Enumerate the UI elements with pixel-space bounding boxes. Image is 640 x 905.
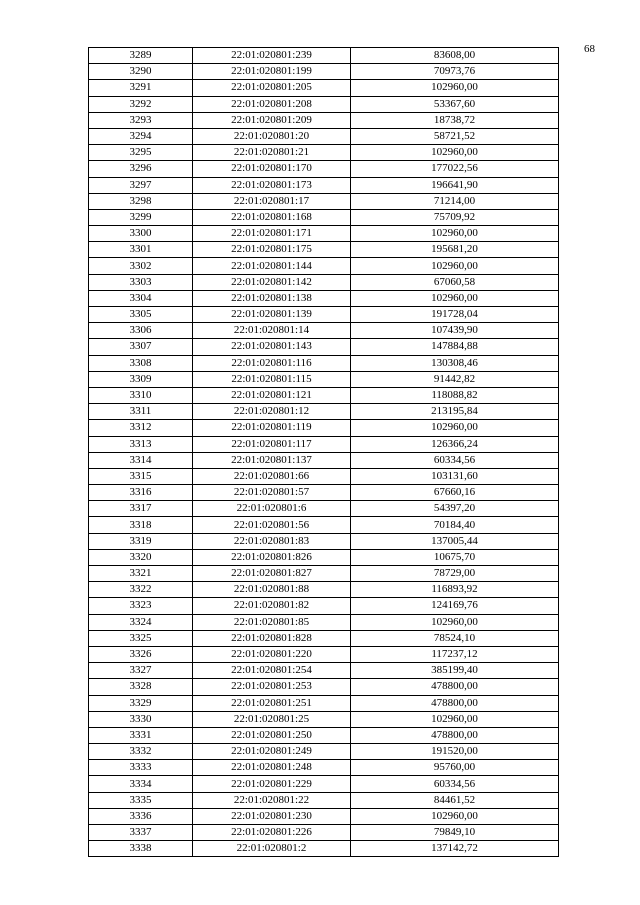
cadastral-number-cell: 22:01:020801:168 (193, 209, 351, 225)
row-number-cell: 3292 (89, 96, 193, 112)
table-row (89, 339, 559, 355)
table-row (89, 371, 559, 387)
table-row (89, 96, 559, 112)
table-row (89, 128, 559, 144)
row-number-cell: 3337 (89, 825, 193, 841)
cadastral-number-cell: 22:01:020801:115 (193, 371, 351, 387)
value-cell: 102960,00 (351, 226, 559, 242)
table-row (89, 112, 559, 128)
value-cell: 70973,76 (351, 64, 559, 80)
cadastral-number-cell: 22:01:020801:239 (193, 48, 351, 64)
row-number-cell: 3290 (89, 64, 193, 80)
row-number-cell: 3300 (89, 226, 193, 242)
row-number-cell: 3328 (89, 679, 193, 695)
cadastral-number-cell: 22:01:020801:21 (193, 145, 351, 161)
row-number-cell: 3322 (89, 582, 193, 598)
cadastral-number-cell: 22:01:020801:175 (193, 242, 351, 258)
row-number-cell: 3289 (89, 48, 193, 64)
row-number-cell: 3308 (89, 355, 193, 371)
value-cell: 102960,00 (351, 808, 559, 824)
cadastral-number-cell: 22:01:020801:20 (193, 128, 351, 144)
row-number-cell: 3306 (89, 323, 193, 339)
table-row (89, 566, 559, 582)
cadastral-number-cell: 22:01:020801:143 (193, 339, 351, 355)
cadastral-number-cell: 22:01:020801:170 (193, 161, 351, 177)
cadastral-number-cell: 22:01:020801:253 (193, 679, 351, 695)
cadastral-number-cell: 22:01:020801:250 (193, 727, 351, 743)
cadastral-number-cell: 22:01:020801:173 (193, 177, 351, 193)
cadastral-number-cell: 22:01:020801:254 (193, 663, 351, 679)
table-row (89, 145, 559, 161)
table-row (89, 48, 559, 64)
value-cell: 71214,00 (351, 193, 559, 209)
value-cell: 126366,24 (351, 436, 559, 452)
table-row (89, 549, 559, 565)
table-row (89, 630, 559, 646)
table-row (89, 727, 559, 743)
table-row (89, 517, 559, 533)
value-cell: 102960,00 (351, 290, 559, 306)
value-cell: 191520,00 (351, 744, 559, 760)
cadastral-number-cell: 22:01:020801:137 (193, 452, 351, 468)
cadastral-number-cell: 22:01:020801:226 (193, 825, 351, 841)
value-cell: 147884,88 (351, 339, 559, 355)
table-body (89, 48, 559, 857)
row-number-cell: 3295 (89, 145, 193, 161)
row-number-cell: 3309 (89, 371, 193, 387)
table-row (89, 193, 559, 209)
value-cell: 78729,00 (351, 566, 559, 582)
table-row (89, 485, 559, 501)
value-cell: 54397,20 (351, 501, 559, 517)
table-row (89, 841, 559, 857)
value-cell: 60334,56 (351, 776, 559, 792)
cadastral-number-cell: 22:01:020801:17 (193, 193, 351, 209)
cadastral-number-cell: 22:01:020801:230 (193, 808, 351, 824)
value-cell: 195681,20 (351, 242, 559, 258)
row-number-cell: 3331 (89, 727, 193, 743)
cadastral-number-cell: 22:01:020801:56 (193, 517, 351, 533)
row-number-cell: 3327 (89, 663, 193, 679)
value-cell: 130308,46 (351, 355, 559, 371)
value-cell: 385199,40 (351, 663, 559, 679)
cadastral-number-cell: 22:01:020801:208 (193, 96, 351, 112)
table-row (89, 436, 559, 452)
row-number-cell: 3317 (89, 501, 193, 517)
cadastral-number-cell: 22:01:020801:66 (193, 468, 351, 484)
value-cell: 83608,00 (351, 48, 559, 64)
cadastral-number-cell: 22:01:020801:57 (193, 485, 351, 501)
row-number-cell: 3294 (89, 128, 193, 144)
cadastral-number-cell: 22:01:020801:826 (193, 549, 351, 565)
table-row (89, 679, 559, 695)
value-cell: 18738,72 (351, 112, 559, 128)
value-cell: 478800,00 (351, 727, 559, 743)
row-number-cell: 3323 (89, 598, 193, 614)
row-number-cell: 3320 (89, 549, 193, 565)
table-row (89, 404, 559, 420)
value-cell: 116893,92 (351, 582, 559, 598)
row-number-cell: 3297 (89, 177, 193, 193)
row-number-cell: 3298 (89, 193, 193, 209)
cadastral-number-cell: 22:01:020801:142 (193, 274, 351, 290)
value-cell: 10675,70 (351, 549, 559, 565)
cadastral-number-cell: 22:01:020801:138 (193, 290, 351, 306)
value-cell: 478800,00 (351, 679, 559, 695)
cadastral-number-cell: 22:01:020801:22 (193, 792, 351, 808)
table-row (89, 582, 559, 598)
row-number-cell: 3326 (89, 646, 193, 662)
cadastral-number-cell: 22:01:020801:220 (193, 646, 351, 662)
row-number-cell: 3318 (89, 517, 193, 533)
cadastral-number-cell: 22:01:020801:144 (193, 258, 351, 274)
table-row (89, 646, 559, 662)
value-cell: 103131,60 (351, 468, 559, 484)
cadastral-number-cell: 22:01:020801:171 (193, 226, 351, 242)
page-number: 68 (584, 43, 595, 55)
cadastral-number-cell: 22:01:020801:251 (193, 695, 351, 711)
table-row (89, 663, 559, 679)
cadastral-number-cell: 22:01:020801:25 (193, 711, 351, 727)
cadastral-number-cell: 22:01:020801:119 (193, 420, 351, 436)
table-row (89, 209, 559, 225)
value-cell: 102960,00 (351, 420, 559, 436)
cadastral-number-cell: 22:01:020801:199 (193, 64, 351, 80)
cadastral-number-cell: 22:01:020801:248 (193, 760, 351, 776)
cadastral-number-cell: 22:01:020801:205 (193, 80, 351, 96)
row-number-cell: 3303 (89, 274, 193, 290)
value-cell: 107439,90 (351, 323, 559, 339)
cadastral-number-cell: 22:01:020801:827 (193, 566, 351, 582)
row-number-cell: 3324 (89, 614, 193, 630)
value-cell: 177022,56 (351, 161, 559, 177)
value-cell: 137142,72 (351, 841, 559, 857)
table-row (89, 258, 559, 274)
table-row (89, 760, 559, 776)
value-cell: 102960,00 (351, 614, 559, 630)
cadastral-number-cell: 22:01:020801:117 (193, 436, 351, 452)
cadastral-number-cell: 22:01:020801:209 (193, 112, 351, 128)
value-cell: 95760,00 (351, 760, 559, 776)
row-number-cell: 3332 (89, 744, 193, 760)
cadastral-number-cell: 22:01:020801:83 (193, 533, 351, 549)
value-cell: 70184,40 (351, 517, 559, 533)
row-number-cell: 3293 (89, 112, 193, 128)
cadastral-number-cell: 22:01:020801:828 (193, 630, 351, 646)
row-number-cell: 3333 (89, 760, 193, 776)
table-row (89, 452, 559, 468)
cadastral-number-cell: 22:01:020801:85 (193, 614, 351, 630)
table-row (89, 598, 559, 614)
data-table (88, 47, 559, 857)
table-row (89, 64, 559, 80)
table-row (89, 744, 559, 760)
row-number-cell: 3307 (89, 339, 193, 355)
row-number-cell: 3314 (89, 452, 193, 468)
cadastral-number-cell: 22:01:020801:12 (193, 404, 351, 420)
table-row (89, 808, 559, 824)
value-cell: 84461,52 (351, 792, 559, 808)
table-row (89, 323, 559, 339)
table-row (89, 387, 559, 403)
cadastral-number-cell: 22:01:020801:2 (193, 841, 351, 857)
row-number-cell: 3301 (89, 242, 193, 258)
cadastral-number-cell: 22:01:020801:116 (193, 355, 351, 371)
value-cell: 67660,16 (351, 485, 559, 501)
table-row (89, 242, 559, 258)
cadastral-number-cell: 22:01:020801:82 (193, 598, 351, 614)
table-row (89, 614, 559, 630)
value-cell: 58721,52 (351, 128, 559, 144)
table-row (89, 533, 559, 549)
value-cell: 124169,76 (351, 598, 559, 614)
row-number-cell: 3304 (89, 290, 193, 306)
value-cell: 67060,58 (351, 274, 559, 290)
value-cell: 102960,00 (351, 145, 559, 161)
row-number-cell: 3310 (89, 387, 193, 403)
cadastral-number-cell: 22:01:020801:6 (193, 501, 351, 517)
table-row (89, 177, 559, 193)
value-cell: 102960,00 (351, 711, 559, 727)
row-number-cell: 3335 (89, 792, 193, 808)
row-number-cell: 3316 (89, 485, 193, 501)
value-cell: 60334,56 (351, 452, 559, 468)
row-number-cell: 3334 (89, 776, 193, 792)
table-row (89, 420, 559, 436)
value-cell: 117237,12 (351, 646, 559, 662)
value-cell: 118088,82 (351, 387, 559, 403)
value-cell: 102960,00 (351, 258, 559, 274)
table-row (89, 80, 559, 96)
table-row (89, 161, 559, 177)
table-row (89, 468, 559, 484)
table-row (89, 226, 559, 242)
value-cell: 213195,84 (351, 404, 559, 420)
cadastral-number-cell: 22:01:020801:249 (193, 744, 351, 760)
table-row (89, 776, 559, 792)
value-cell: 191728,04 (351, 307, 559, 323)
value-cell: 53367,60 (351, 96, 559, 112)
table-row (89, 825, 559, 841)
value-cell: 75709,92 (351, 209, 559, 225)
row-number-cell: 3315 (89, 468, 193, 484)
table-row (89, 290, 559, 306)
table-row (89, 274, 559, 290)
cadastral-number-cell: 22:01:020801:229 (193, 776, 351, 792)
row-number-cell: 3329 (89, 695, 193, 711)
row-number-cell: 3302 (89, 258, 193, 274)
cadastral-number-cell: 22:01:020801:88 (193, 582, 351, 598)
table-row (89, 695, 559, 711)
table-row (89, 501, 559, 517)
row-number-cell: 3330 (89, 711, 193, 727)
table-row (89, 792, 559, 808)
table-row (89, 355, 559, 371)
row-number-cell: 3338 (89, 841, 193, 857)
value-cell: 102960,00 (351, 80, 559, 96)
row-number-cell: 3311 (89, 404, 193, 420)
cadastral-number-cell: 22:01:020801:14 (193, 323, 351, 339)
value-cell: 79849,10 (351, 825, 559, 841)
cadastral-number-cell: 22:01:020801:121 (193, 387, 351, 403)
value-cell: 91442,82 (351, 371, 559, 387)
row-number-cell: 3321 (89, 566, 193, 582)
row-number-cell: 3305 (89, 307, 193, 323)
row-number-cell: 3336 (89, 808, 193, 824)
table-row (89, 711, 559, 727)
cadastral-number-cell: 22:01:020801:139 (193, 307, 351, 323)
table-row (89, 307, 559, 323)
row-number-cell: 3299 (89, 209, 193, 225)
value-cell: 478800,00 (351, 695, 559, 711)
row-number-cell: 3312 (89, 420, 193, 436)
row-number-cell: 3313 (89, 436, 193, 452)
value-cell: 196641,90 (351, 177, 559, 193)
row-number-cell: 3325 (89, 630, 193, 646)
row-number-cell: 3291 (89, 80, 193, 96)
row-number-cell: 3319 (89, 533, 193, 549)
value-cell: 137005,44 (351, 533, 559, 549)
value-cell: 78524,10 (351, 630, 559, 646)
row-number-cell: 3296 (89, 161, 193, 177)
